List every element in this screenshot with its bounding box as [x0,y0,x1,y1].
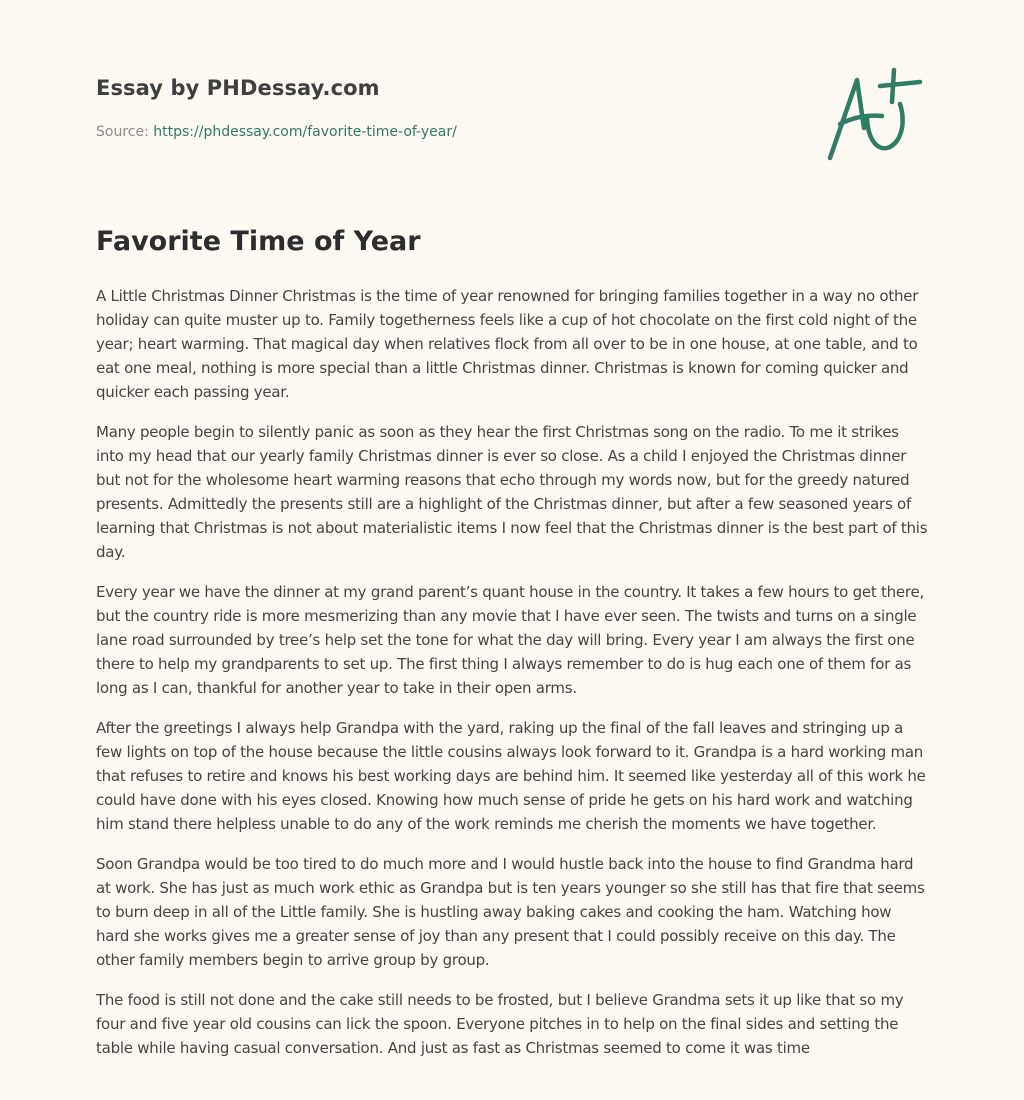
essay-page [96,0,928,1057]
source-link[interactable]: https://phdessay.com/favorite-time-of-year/ [153,124,457,140]
essay-paragraph: After the greetings I always help Grandpa with the yard, raking up the final of the fall leaves and stringing up a few lights on top of the house because the little cousins always look forward to it. Grandpa is a hard working man that refuses to retire and knows his best working days are behind him. It seemed like yesterday all of this work he could have done with his eyes closed. Knowing how much sense of pride he gets on his hard work and watching him stand there helpless unable to do any of the work reminds me cherish the moments we have together. [96,719,926,833]
essay-paragraph: A Little Christmas Dinner Christmas is the time of year renowned for bringing families together in a way no other holiday can quite muster up to. Family togetherness feels like a cup of hot chocolate on the first cold night of the year; heart warming. That magical day when relatives flock from all over to be in one house, at one table, and to eat one meal, nothing is more special than a little Christmas dinner. Christmas is known for coming quicker and quicker each passing year. [96,287,919,401]
essay-title: Favorite Time of Year [96,226,421,257]
essay-paragraph: Every year we have the dinner at my grand parent’s quant house in the country. It takes a few hours to get there, but the country ride is more mesmerizing than any movie that I have ever seen. The twists and turns on a single lane road surrounded by tree’s help set the tone for what the day will bring. Every year I am always the first one there to help my grandparents to set up. The first thing I always remember to do is hug each one of them for as long as I can, thankful for another year to take in their open arms. [96,583,924,697]
essay-paragraph: The food is still not done and the cake still needs to be frosted, but I believe Grandma sets it up like that so my four and five year old cousins can lick the spoon. Everyone pitches in to help on the final sides and setting the table while having casual conversation. And just as fast as Christmas seemed to come it was time [96,991,904,1057]
essay-body [96,284,928,1076]
site-brand: Essay by PHDessay.com [96,76,380,100]
essay-paragraph: Soon Grandpa would be too tired to do much more and I would hustle back into the house to find Grandma hard at work. She has just as much work ethic as Grandpa but is ten years younger so she still has that fire that seems to burn deep in all of the Little family. She is hustling away baking cakes and cooking the ham. Watching how hard she works gives me a greater sense of joy than any present that I could possibly receive on this day. The other family members begin to arrive group by group. [96,855,925,969]
essay-paragraph: Many people begin to silently panic as soon as they hear the first Christmas song on the radio. To me it strikes into my head that our yearly family Christmas dinner is ever so close. As a child I enjoyed the Christmas dinner but not for the wholesome heart warming reasons that echo through my words now, but for the greedy natured presents. Admittedly the presents still are a highlight of the Christmas dinner, but after a few seasoned years of learning that Christmas is not about materialistic items I now feel that the Christmas dinner is the best part of this day. [96,423,928,561]
page-header [96,0,928,190]
a-plus-logo-icon [824,66,928,166]
source-label: Source: [96,124,154,140]
source-line [96,124,457,140]
